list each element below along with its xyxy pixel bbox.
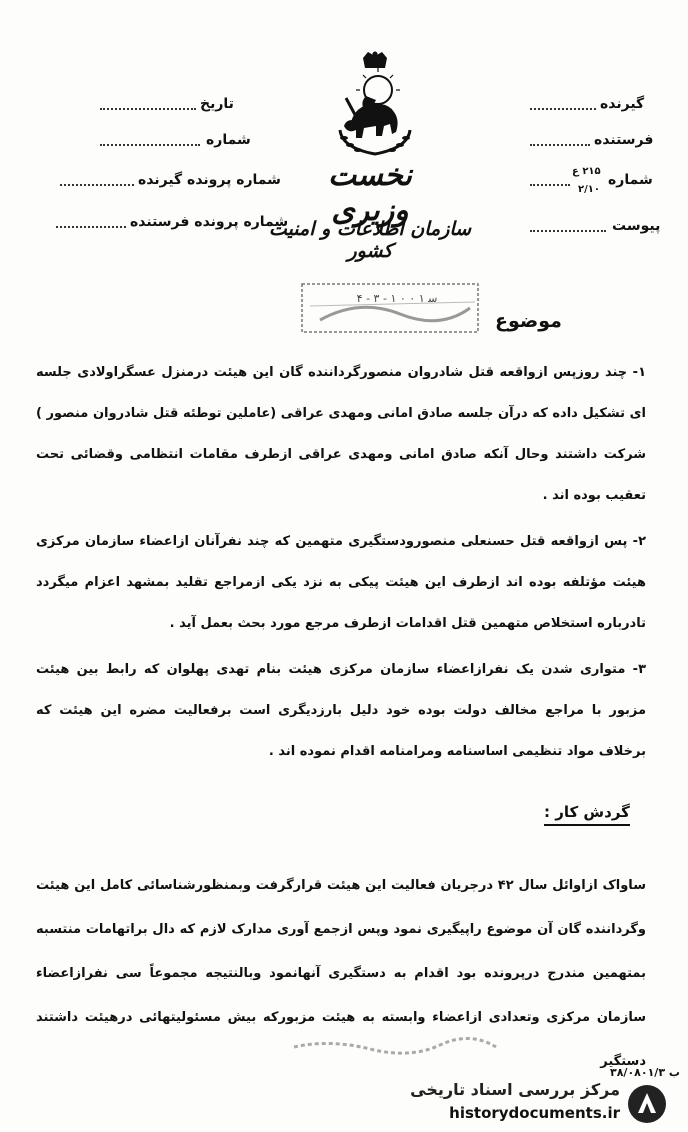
number-line <box>530 184 570 186</box>
watermark-name: مرکز بررسی اسناد تاریخی <box>410 1080 620 1099</box>
workflow-paragraph: ساواک ازاوائل سال ۴۲ درجریان فعالیت این هیئت قرارگرفت وبمنظورشناسائی کامل این هیئت وگرداننده گان آن موضوع راپیگیری نمود وپس ازجمع آوری مدارک لازم که دال براتهامات منتسبه بمتهمین مندرج درپرونده بود اقدام به دستگیری آنهانمود وبالنتیجه مجموعاً سی نفرازاعضاء سازمان مرکزی وتعدادی ازاعضاء وابسته به هیئت مزبورکه بیش مسئولیتهائی درهیئت داشتند دستگیر <box>36 878 646 1069</box>
paragraph-1: ۱- چند روزپس ازواقعه قتل شادروان منصورگرداننده گان این هیئت درمنزل عسگراولادی جلسه ای تشکیل داده که درآن جلسه صادق امانی ومهدی عراقی (عاملین توطئه قتل شادروان منصور ) شرکت داشتند وحال آنکه صادق امانی ومهدی عراقی ازطرف مقامات انتظامی وقضائی تحت تعقیب بوده اند . <box>36 365 646 503</box>
sender-file-label: شماره پرونده فرستنده <box>130 214 289 230</box>
organization-title: سازمان اطلاعات و امنیت کشور <box>268 218 472 262</box>
faded-stamp <box>300 280 480 336</box>
number-label: شماره <box>608 172 653 188</box>
ink-smudge <box>290 1035 500 1057</box>
left-number-line <box>100 144 200 146</box>
number-sub: ۲/۱۰ <box>578 184 600 195</box>
reference-number: ۳۸/۰۸۰۱/۳ ب <box>610 1066 680 1079</box>
recipient-line <box>530 108 596 110</box>
stamp-text: س‍ ۱ ۰ ۰ ۱ - ۳ - ۴ <box>356 292 438 305</box>
paragraphs <box>36 352 646 777</box>
paragraph-2: ۲- پس ازواقعه قتل حسنعلی منصورودستگیری متهمین که چند نفرآنان ازاعضاء سازمان مرکزی هیئت مؤتلفه بوده اند ازطرف این هیئت پیکی به نزد یکی ازمراجع تقلید بمشهد اعزام میگردد تادرباره استخلاص متهمین قتل اقدامات ازطرف مرجع مورد بحث بعمل آید . <box>36 534 646 631</box>
watermark-url[interactable]: historydocuments.ir <box>449 1104 620 1122</box>
archive-logo-icon <box>626 1083 668 1125</box>
number-value: ۲۱۵ ع <box>572 166 601 177</box>
sender-file-line <box>56 226 126 228</box>
recipient-label: گیرنده <box>600 96 645 112</box>
date-label: تاریخ <box>200 96 234 112</box>
recipient-file-line <box>60 184 134 186</box>
ministry-title: نخست وزیری <box>328 158 412 228</box>
subject-label: موضوع <box>495 310 562 332</box>
date-line <box>100 108 196 110</box>
left-number-label: شماره <box>206 132 251 148</box>
attachment-line <box>530 230 606 232</box>
sender-label: فرستنده <box>594 132 654 148</box>
paragraph-3: ۳- متواری شدن یک نفرازاعضاء سازمان مرکزی هیئت بنام تهدی پهلوان که رابط بین هیئت مزبور با مراجع مخالف دولت بوده خود دلیل بارزدیگری است برفعالیت مضره این هیئت که برخلاف مواد تنظیمی اساسنامه ومرامنامه اقدام نموده اند . <box>36 662 646 759</box>
lion-and-sun-emblem <box>330 50 420 160</box>
attachment-label: پیوست <box>612 218 661 234</box>
section-title: گردش کار : <box>544 803 630 826</box>
sender-line <box>530 144 590 146</box>
recipient-file-label: شماره پرونده گیرنده <box>138 172 281 188</box>
